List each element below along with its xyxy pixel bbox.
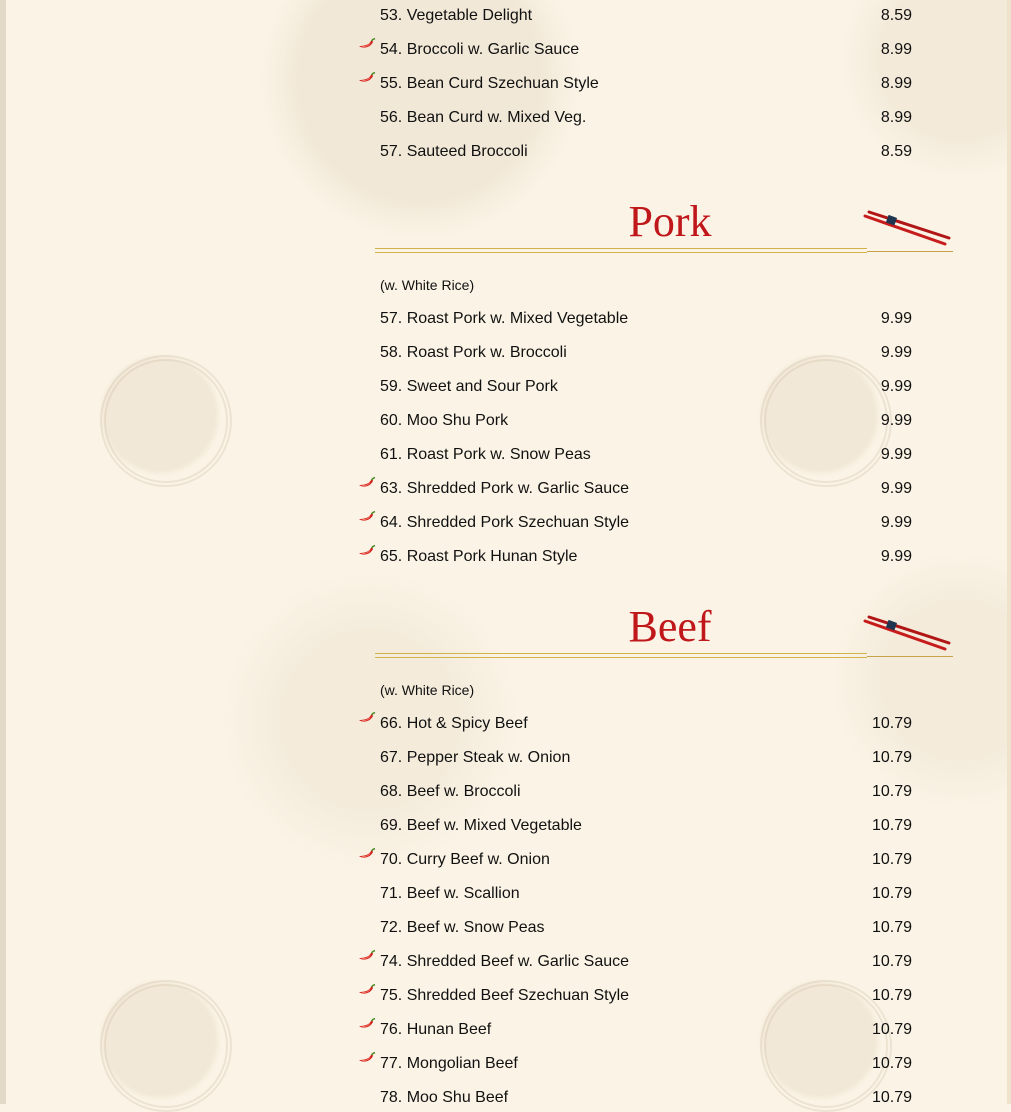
- item-price: 8.59: [880, 7, 912, 24]
- section-divider: [375, 248, 867, 253]
- item-name: 74. Shredded Beef w. Garlic Sauce: [380, 953, 630, 970]
- item-name: 72. Beef w. Snow Peas: [380, 919, 545, 936]
- decorative-medallion: [100, 355, 232, 487]
- item-name: 61. Roast Pork w. Snow Peas: [380, 446, 591, 463]
- item-price: 10.79: [871, 851, 912, 868]
- item-price: 8.99: [880, 75, 912, 92]
- item-name: 70. Curry Beef w. Onion: [380, 851, 550, 868]
- item-price: 9.99: [880, 344, 912, 361]
- decorative-medallion: [100, 980, 232, 1112]
- menu-item: [380, 307, 912, 331]
- menu-item: [380, 443, 912, 467]
- menu-item: [380, 409, 912, 433]
- menu-item: [380, 4, 912, 28]
- item-name: 58. Roast Pork w. Broccoli: [380, 344, 567, 361]
- menu-item: [380, 140, 912, 164]
- section-title: Beef: [628, 602, 712, 651]
- menu-item: [380, 72, 912, 96]
- item-name: 55. Bean Curd Szechuan Style: [380, 75, 599, 92]
- menu-item: [380, 780, 912, 804]
- section-header-beef: [375, 601, 955, 661]
- item-price: 10.79: [871, 885, 912, 902]
- item-name: 54. Broccoli w. Garlic Sauce: [380, 41, 580, 58]
- item-name: 68. Beef w. Broccoli: [380, 783, 521, 800]
- item-name: 66. Hot & Spicy Beef: [380, 715, 528, 732]
- item-name: 77. Mongolian Beef: [380, 1055, 518, 1072]
- section-divider: [375, 653, 867, 658]
- item-name: 64. Shredded Pork Szechuan Style: [380, 514, 630, 531]
- item-name: 56. Bean Curd w. Mixed Veg.: [380, 109, 587, 126]
- item-price: 9.99: [880, 446, 912, 463]
- item-price: 10.79: [871, 1089, 912, 1106]
- menu-item: [380, 814, 912, 838]
- menu-item: [380, 950, 912, 974]
- item-price: 10.79: [871, 783, 912, 800]
- item-price: 8.59: [880, 143, 912, 160]
- item-price: 9.99: [880, 514, 912, 531]
- chili-pepper-icon: [357, 476, 377, 490]
- menu-item: [380, 746, 912, 770]
- item-price: 9.99: [880, 548, 912, 565]
- menu-item: [380, 477, 912, 501]
- menu-item: [380, 882, 912, 906]
- item-price: 8.99: [880, 41, 912, 58]
- item-name: 57. Sauteed Broccoli: [380, 143, 528, 160]
- menu-item: [380, 38, 912, 62]
- chili-pepper-icon: [357, 983, 377, 997]
- item-price: 10.79: [871, 1055, 912, 1072]
- chili-pepper-icon: [357, 37, 377, 51]
- chili-pepper-icon: [357, 711, 377, 725]
- menu-item: [380, 984, 912, 1008]
- item-price: 9.99: [880, 310, 912, 327]
- chili-pepper-icon: [357, 949, 377, 963]
- chili-pepper-icon: [357, 510, 377, 524]
- item-price: 10.79: [871, 987, 912, 1004]
- item-price: 10.79: [871, 953, 912, 970]
- menu-item: [380, 375, 912, 399]
- chopsticks-icon: [863, 613, 955, 657]
- chili-pepper-icon: [357, 1051, 377, 1065]
- item-name: 71. Beef w. Scallion: [380, 885, 520, 902]
- item-name: 67. Pepper Steak w. Onion: [380, 749, 571, 766]
- chopsticks-icon: [863, 208, 955, 252]
- item-price: 10.79: [871, 1021, 912, 1038]
- item-price: 9.99: [880, 480, 912, 497]
- item-price: 8.99: [880, 109, 912, 126]
- menu-item: [380, 1052, 912, 1076]
- item-name: 76. Hunan Beef: [380, 1021, 492, 1038]
- chili-pepper-icon: [357, 71, 377, 85]
- page-right-border: [1007, 0, 1011, 1104]
- menu-item: [380, 848, 912, 872]
- item-name: 59. Sweet and Sour Pork: [380, 378, 558, 395]
- item-price: 9.99: [880, 412, 912, 429]
- item-name: 78. Moo Shu Beef: [380, 1089, 509, 1106]
- page-left-border: [0, 0, 6, 1104]
- section-note: (w. White Rice): [380, 682, 475, 698]
- item-price: 10.79: [871, 715, 912, 732]
- menu-item: [380, 511, 912, 535]
- item-name: 63. Shredded Pork w. Garlic Sauce: [380, 480, 630, 497]
- section-note: (w. White Rice): [380, 277, 475, 293]
- item-name: 65. Roast Pork Hunan Style: [380, 548, 578, 565]
- item-price: 10.79: [871, 749, 912, 766]
- menu-item: [380, 545, 912, 569]
- section-header-pork: [375, 196, 955, 256]
- menu-item: [380, 1086, 912, 1110]
- chili-pepper-icon: [357, 1017, 377, 1031]
- menu-item: [380, 106, 912, 130]
- item-name: 75. Shredded Beef Szechuan Style: [380, 987, 630, 1004]
- chili-pepper-icon: [357, 544, 377, 558]
- menu-item: [380, 1018, 912, 1042]
- menu-item: [380, 916, 912, 940]
- menu-item: [380, 341, 912, 365]
- item-price: 10.79: [871, 919, 912, 936]
- menu-item: [380, 712, 912, 736]
- item-name: 60. Moo Shu Pork: [380, 412, 509, 429]
- chili-pepper-icon: [357, 847, 377, 861]
- item-price: 10.79: [871, 817, 912, 834]
- item-name: 69. Beef w. Mixed Vegetable: [380, 817, 582, 834]
- item-name: 57. Roast Pork w. Mixed Vegetable: [380, 310, 629, 327]
- item-price: 9.99: [880, 378, 912, 395]
- section-title: Pork: [628, 197, 712, 246]
- item-name: 53. Vegetable Delight: [380, 7, 533, 24]
